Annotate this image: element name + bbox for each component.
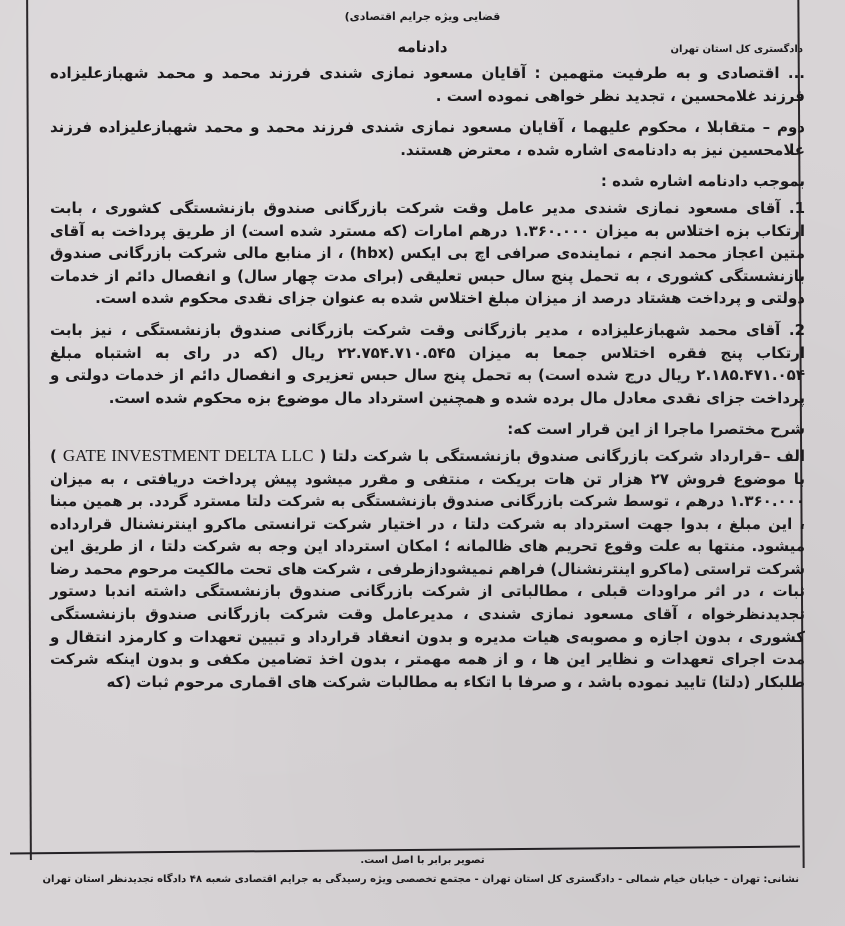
intro-text-2: دوم – متقابلا ، محکوم علیهما ، آقایان مسعود نمازی شندی فرزند محمد و محمد شهبازعلیزاده فرزند غلامحسین نیز به دادنامه‌ی اشاره شده ، معترض هستند.: [50, 118, 805, 159]
item-number: 2.: [788, 320, 805, 339]
summary-heading-text: شرح مختصرا ماجرا از این قرار است که:: [507, 420, 805, 439]
intro-text-1: ... اقتصادی و به طرفیت متهمین : آقایان مسعود نمازی شندی فرزند محمد و محمد شهبازعلیزاده فرزند غلامحسین ، تجدید نظر خواهی نموده است .: [50, 64, 805, 105]
document-title: دادنامه: [397, 38, 448, 56]
item-number: 1.: [788, 198, 805, 217]
court-address: نشانی: تهران - خیابان خیام شمالی - دادگستری کل استان تهران - مجتمع تخصصی ویژه رسیدگی به جرایم اقتصادی شعبه ۴۸ دادگاه تجدیدنظر استان تهران: [42, 874, 799, 885]
verdict-heading-text: بموجب دادنامه اشاره شده :: [600, 172, 805, 191]
court-name: دادگستری کل استان تهران: [670, 44, 803, 55]
summary-paragraph-a: [50, 445, 805, 694]
summary-prefix: الف –قرارداد شرکت بازرگانی صندوق بازنشستگی با شرکت دلتا (: [319, 446, 806, 465]
verdict-item-1: [50, 197, 805, 310]
summary-heading: [50, 418, 805, 441]
document-body: [50, 62, 805, 702]
item-text: آقای مسعود نمازی شندی مدیر عامل وقت شرکت بازرگانی صندوق بازنشستگی کشوری ، بابت ارتکاب بزه اختلاس به میزان ۱.۳۶۰.۰۰۰ درهم امارات (که مسترد شده است) از طریق پرداخت به آقای متین اعجاز محمد انجم ، نماینده‌ی صرافی اچ بی ایکس (hbx) ، از منابع مالی شرکت بازرگانی صندوق بازنشستگی کشوری ، به تحمل پنج سال حبس تعلیقی (برای مدت چهار سال) و انفصال دائم از خدمات دولتی و پرداخت هشتاد درصد از میزان مبلغ اختلاس شده به عنوان جزای نقدی محکوم شده است.: [50, 198, 805, 308]
verdict-item-2: [50, 319, 805, 409]
certified-copy-stamp: تصویر برابر با اصل است.: [360, 855, 485, 866]
verdict-heading: [50, 170, 805, 193]
item-text: آقای محمد شهبازعلیزاده ، مدیر بازرگانی وقت شرکت بازرگانی صندوق بازنشستگی ، نیز بابت ارتکاب پنج فقره اختلاس جمعا به میزان ۲۲.۷۵۴.۷۱۰.۵۴۵ ریال (که در رای به اشتباه مبلغ ۲.۱۸۵.۴۷۱.۰۵۴ ریال درج شده است) به تحمل پنج سال حبس تعزیری و انفصال دائم از خدمات دولتی و پرداخت جزای نقدی معادل مال برده شده و همچنین استرداد مال موضوع بزه محکوم شده است.: [50, 320, 806, 407]
company-name-latin: GATE INVESTMENT DELTA LLC: [62, 445, 314, 465]
intro-paragraph-1: [50, 62, 805, 107]
summary-rest: ) با موضوع فروش ۲۷ هزار تن هات بریکت ، منتفی و مقرر میشود پیش پرداخت دریافتی ، به میزان ۱.۳۶۰.۰۰۰ درهم ، توسط شرکت بازرگانی صندوق بازنشستگی به شرکت دلتا مسترد گردد. بر همین مبنا ، این مبلغ ، بدوا جهت استرداد به شرکت دلتا ، در اختیار شرکت ترانستی ماکرو اینترنشنال قرارداده میشود. منتها به علت وقوع تحریم های ظالمانه ؛ امکان استرداد این وجه به شرکت دلتا ، از طریق این شرکت تراستی (ماکرو اینترنشنال) فراهم نمیشودازطرفی ، شرکت های تحت مالکیت مرحوم محمد رضا ثبات ، در اثر مراودات قبلی ، مطالباتی از شرکت بازرگانی صندوق بازنشستگی داشته اندبا دستور تجدیدنظرخواه ، آقای مسعود نمازی شندی ، مدیرعامل وقت شرکت بازرگانی صندوق بازنشستگی کشوری ، بدون اجازه و مصوبه‌ی هیات مدیره و بدون انعقاد قرارداد و تبیین تعهدات و کارمزد انتقال و مدت اجرای تعهدات و نظایر این ها ، و از همه مهمتر ، بدون اخذ تضامین مکفی و بدون اینکه شرکت طلبکار (دلتا) تایید نموده باشد ، و صرفا با اتکاء به مطالبات شرکت های اقماری مرحوم ثبات (که: [50, 446, 805, 691]
intro-paragraph-2: [50, 116, 805, 161]
court-header-label: قضایی ویژه جرایم اقتصادی): [344, 10, 501, 23]
